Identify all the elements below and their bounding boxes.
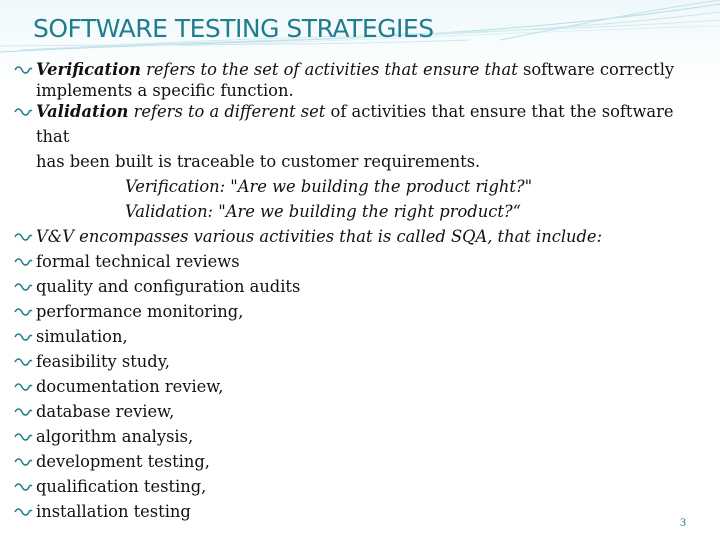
activity-list-item <box>14 249 704 274</box>
activity-list-item <box>14 374 704 399</box>
activity-label: algorithm analysis, <box>36 427 194 446</box>
activity-label: quality and configuration audits <box>36 277 301 296</box>
quote-verification: Verification: "Are we building the product right?" <box>125 177 533 196</box>
wave-bullet-icon <box>14 107 33 117</box>
verification-text-rest: software correctly <box>522 60 675 79</box>
wave-bullet-icon <box>14 407 33 417</box>
wave-bullet-icon <box>14 282 33 292</box>
verification-line-2: implements a specific function. <box>36 81 294 100</box>
activity-label: feasibility study, <box>36 352 170 371</box>
wave-bullet-icon <box>14 332 33 342</box>
validation-line-2: has been built is traceable to customer requirements. <box>36 152 481 171</box>
wave-bullet-icon <box>14 382 33 392</box>
wave-bullet-icon <box>14 257 33 267</box>
wave-bullet-icon <box>14 432 33 442</box>
verification-bullet <box>14 57 704 99</box>
wave-bullet-icon <box>14 307 33 317</box>
validation-bullet <box>14 99 704 174</box>
verification-text: refers to the set of activities that ensure that <box>140 60 523 79</box>
vv-intro-bullet <box>14 224 704 249</box>
activity-list-item <box>14 399 704 424</box>
wave-bullet-icon <box>14 65 33 75</box>
wave-bullet-icon <box>14 507 33 517</box>
slide-title: SOFTWARE TESTING STRATEGIES <box>33 14 434 43</box>
wave-bullet-icon <box>14 482 33 492</box>
slide-body <box>14 57 704 524</box>
activity-list-item <box>14 349 704 374</box>
verification-term: Verification <box>36 60 141 79</box>
activity-label: installation testing <box>36 502 191 521</box>
activity-list-item <box>14 449 704 474</box>
activity-list-item <box>14 499 704 524</box>
activity-label: simulation, <box>36 327 128 346</box>
activity-list-item <box>14 424 704 449</box>
page-number: 3 <box>680 515 686 529</box>
activity-list-item <box>14 474 704 499</box>
validation-text-rest: of activities that ensure that the software that <box>36 102 674 146</box>
wave-bullet-icon <box>14 357 33 367</box>
activity-list-item <box>14 299 704 324</box>
wave-bullet-icon <box>14 457 33 467</box>
activity-label: database review, <box>36 402 175 421</box>
vv-intro-text: V&V encompasses various activities that is called SQA, that include: <box>36 227 603 246</box>
activity-list-item <box>14 324 704 349</box>
activity-label: formal technical reviews <box>36 252 240 271</box>
wave-bullet-icon <box>14 232 33 242</box>
activity-label: documentation review, <box>36 377 224 396</box>
activity-label: performance monitoring, <box>36 302 244 321</box>
activity-label: development testing, <box>36 452 210 471</box>
quote-validation: Validation: "Are we building the right product?“ <box>125 202 521 221</box>
activity-list-item <box>14 274 704 299</box>
validation-text: refers to a different set <box>128 102 331 121</box>
activity-label: qualification testing, <box>36 477 207 496</box>
activities-list <box>14 249 704 524</box>
validation-term: Validation <box>36 102 129 121</box>
